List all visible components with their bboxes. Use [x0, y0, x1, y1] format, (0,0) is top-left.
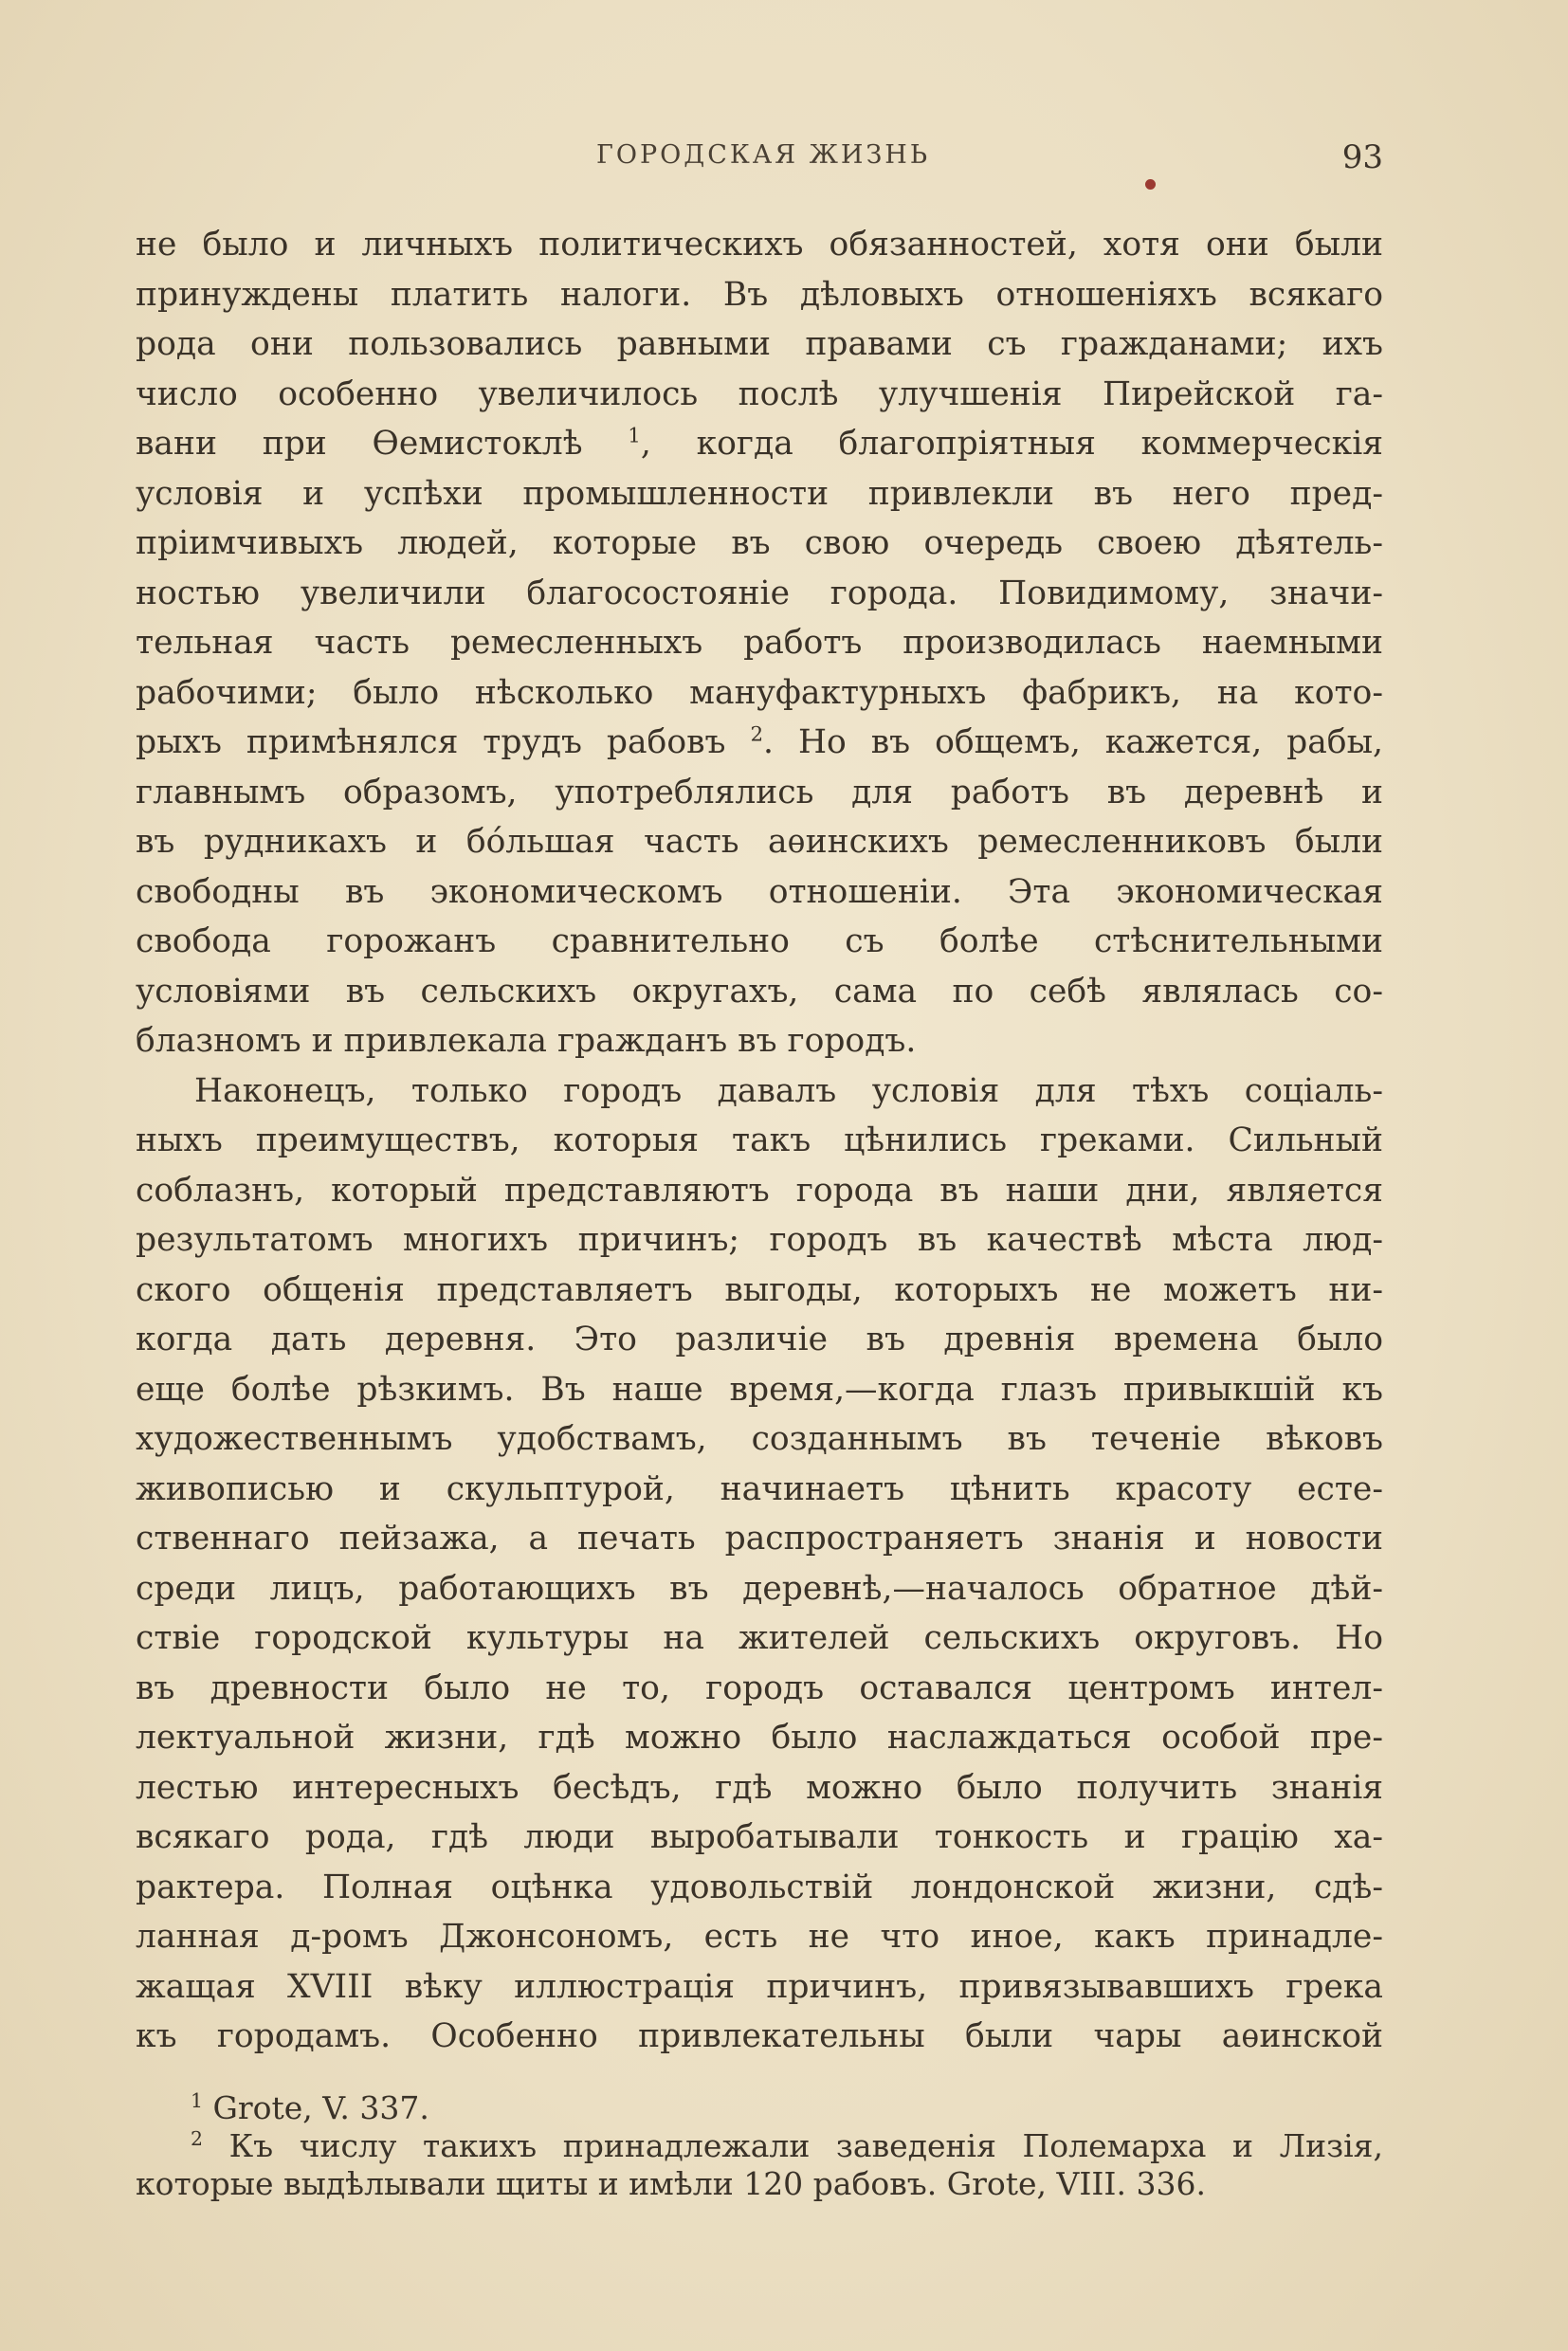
- footnotes: [136, 2089, 1383, 2203]
- text-line: ствіе городской культуры на жителей сельскихъ округовъ. Но: [136, 1619, 1383, 1657]
- text-line: ностью увеличили благосостояніе города. Повидимому, значи-: [136, 574, 1383, 612]
- paragraph-2: [136, 1066, 1383, 2062]
- body-text: [136, 220, 1383, 2062]
- footnote-2-continued: которые выдѣлывали щиты и имѣли 120 рабовъ. Grote, VIII. 336.: [136, 2165, 1206, 2202]
- text-line: свободны въ экономическомъ отношеніи. Эта экономическая: [136, 872, 1383, 911]
- text-line: соблазнъ, который представляютъ города въ наши дни, является: [136, 1171, 1383, 1210]
- text-line: число особенно увеличилось послѣ улучшенія Пирейской га-: [136, 374, 1383, 413]
- footnote-2: [136, 2127, 1383, 2165]
- text-line: рабочими; было нѣсколько мануфактурныхъ фабрикъ, на кото-: [136, 673, 1383, 712]
- text-line: тельная часть ремесленныхъ работъ производилась наемными: [136, 624, 1383, 662]
- ink-spot: [1145, 179, 1156, 190]
- text-segment: . Но въ общемъ, кажется, рабы,: [763, 723, 1384, 761]
- page-number: 93: [1341, 138, 1383, 176]
- footnote-mark-1: 1: [191, 2089, 204, 2112]
- footnote-text: Grote, V. 337.: [212, 2089, 429, 2126]
- text-line: среди лицъ, работающихъ въ деревнѣ,—началось обратное дѣй-: [136, 1569, 1383, 1608]
- text-line: еще болѣе рѣзкимъ. Въ наше время,—когда глазъ привыкшій къ: [136, 1370, 1383, 1409]
- text-line: главнымъ образомъ, употреблялись для работъ въ деревнѣ и: [136, 773, 1383, 811]
- text-line: пріимчивыхъ людей, которые въ свою очередь своею дѣятель-: [136, 524, 1383, 562]
- text-line: условія и успѣхи промышленности привлекли въ него пред-: [136, 474, 1383, 513]
- running-title: ГОРОДСКАЯ ЖИЗНЬ: [595, 140, 931, 170]
- text-line: принуждены платить налоги. Въ дѣловыхъ отношеніяхъ всякаго: [136, 275, 1383, 314]
- text-segment: рыхъ примѣнялся трудъ рабовъ: [136, 723, 726, 761]
- text-line: ского общенія представляетъ выгоды, которыхъ не можетъ ни-: [136, 1270, 1383, 1309]
- text-line: къ городамъ. Особенно привлекательны были чары аѳинской: [136, 2017, 1383, 2055]
- text-line: [136, 718, 1383, 768]
- text-line: въ древности было не то, городъ оставался центромъ интел-: [136, 1668, 1383, 1707]
- text-line: лестью интересныхъ бесѣдъ, гдѣ можно было получить знанія: [136, 1768, 1383, 1807]
- text-line: живописью и скульптурой, начинаетъ цѣнить красоту есте-: [136, 1469, 1383, 1508]
- footnote-1: [136, 2089, 1383, 2127]
- text-line: когда дать деревня. Это различіе въ древнія времена было: [136, 1321, 1383, 1358]
- text-line: жащая XVIII вѣку иллюстрація причинъ, привязывавшихъ грека: [136, 1967, 1383, 2006]
- text-line: всякаго рода, гдѣ люди выробатывали тонкость и грацію ха-: [136, 1818, 1383, 1856]
- text-line: рактера. Полная оцѣнка удовольствій лондонской жизни, сдѣ-: [136, 1868, 1383, 1906]
- text-line: въ рудникахъ и бо́льшая часть аѳинскихъ ремесленниковъ были: [136, 823, 1383, 861]
- text-line: условіями въ сельскихъ округахъ, сама по себѣ являлась со-: [136, 972, 1383, 1011]
- text-segment: вани при Ѳемистоклѣ: [136, 425, 583, 463]
- paragraph-1: [136, 220, 1383, 1066]
- text-line: не было и личныхъ политическихъ обязанностей, хотя они были: [136, 226, 1383, 264]
- text-line: результатомъ многихъ причинъ; городъ въ качествѣ мѣста люд-: [136, 1221, 1383, 1259]
- text-line: свобода горожанъ сравнительно съ болѣе стѣснительными: [136, 922, 1383, 960]
- text-segment: , когда благопріятныя коммерческія: [640, 425, 1383, 463]
- text-line: ныхъ преимуществъ, которыя такъ цѣнились греками. Сильный: [136, 1121, 1383, 1159]
- page-header: [137, 140, 1389, 182]
- text-line: лектуальной жизни, гдѣ можно было наслаждаться особой пре-: [136, 1719, 1383, 1757]
- text-line: Наконецъ, только городъ давалъ условія для тѣхъ соціаль-: [194, 1071, 1383, 1110]
- text-line: рода они пользовались равными правами съ гражданами; ихъ: [136, 325, 1383, 363]
- text-line: ланная д-ромъ Джонсономъ, есть не что иное, какъ принадле-: [136, 1918, 1383, 1956]
- text-line: [136, 419, 1383, 469]
- footnote-ref-1: 1: [628, 424, 641, 448]
- footnote-text: Къ числу такихъ принадлежали заведенія Полемарха и Лизія,: [228, 2127, 1383, 2164]
- text-line: ственнаго пейзажа, а печать распространяетъ знанія и новости: [136, 1520, 1383, 1558]
- footnote-ref-2: 2: [750, 722, 764, 747]
- text-line: художественнымъ удобствамъ, созданнымъ въ теченіе вѣковъ: [136, 1420, 1383, 1458]
- text-line: блазномъ и привлекала гражданъ въ городъ.: [136, 1022, 917, 1060]
- footnote-mark-2: 2: [191, 2127, 204, 2150]
